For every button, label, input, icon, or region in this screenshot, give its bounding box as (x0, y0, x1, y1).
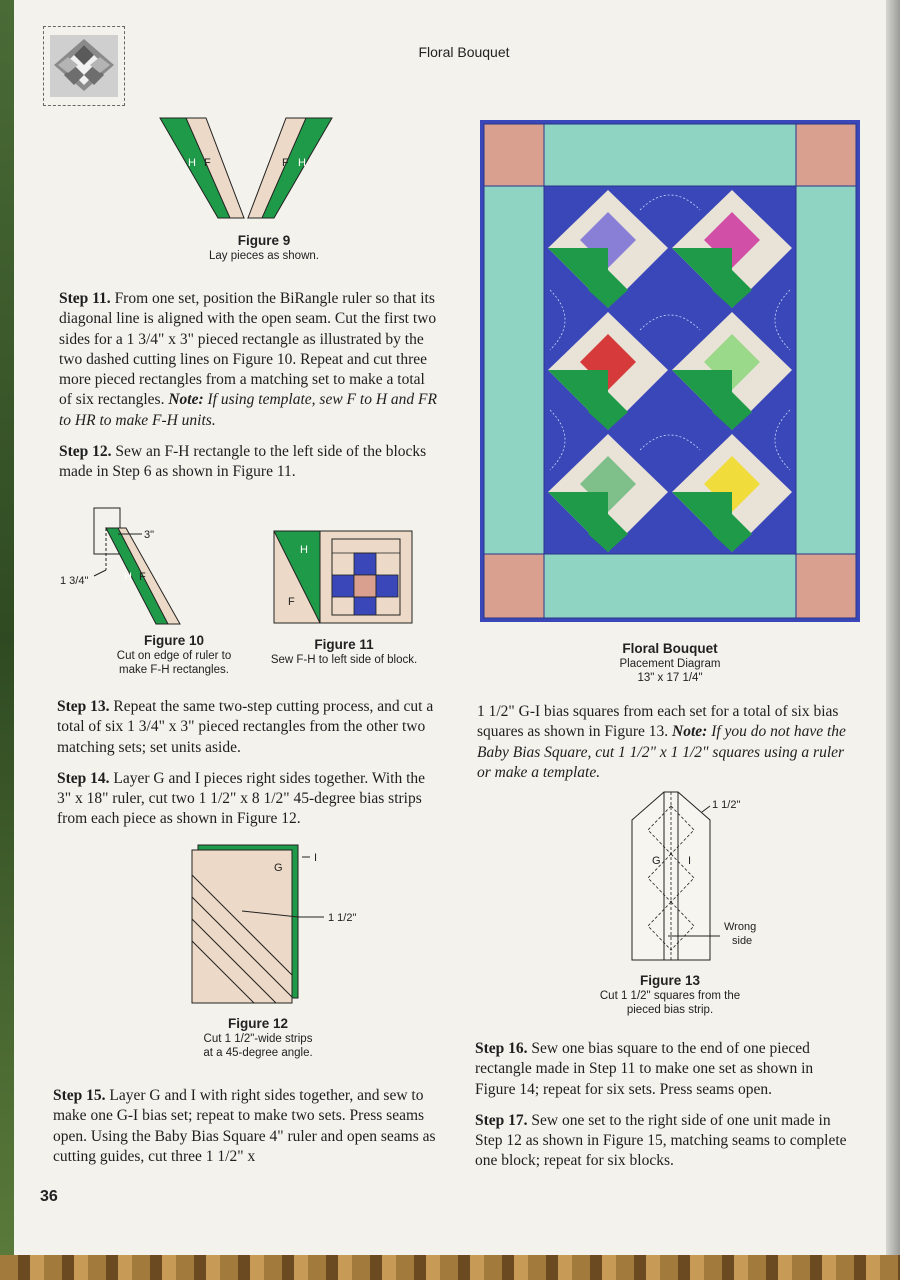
figure-13-diagram (628, 790, 778, 960)
quilt-logo-icon (44, 27, 124, 105)
step-15-paragraph: Step 15. Layer G and I with right sides together, and sew to make one G-I bias set; repeat to make two sets. Press seams open. Using the Baby Bias Square 4" ruler and open seams as cutting guides, cut three 1 1/2" x (53, 1087, 436, 1165)
figure-12-caption (178, 1015, 338, 1060)
text-block-step13-14 (57, 697, 439, 841)
fig11-label-h: H (300, 544, 308, 556)
fig9-label-f1: F (204, 157, 211, 169)
placement-diagram (480, 120, 860, 622)
fig9-label-h2: H (298, 157, 306, 169)
step-16-paragraph: Step 16. Sew one bias square to the end of one pieced rectangle made in Step 11 to make one set as shown in Figure 14; repeat for six sets. Press seams open. (475, 1040, 814, 1098)
step-11-paragraph: Step 11. From one set, position the BiRangle ruler so that its diagonal line is aligned with the open seam. Cut the first two sides for a 1 3/4" x 3" pieced rectangle as illustrated by the two dashed cutting lines on Figure 10. Repeat and cut three more pieced rectangles from a matching set to make a total of six rectangles. Note: If using template, sew F to H and FR to HR to make F-H units. (59, 290, 437, 429)
figure-10-diagram (60, 506, 190, 631)
figure-9-text: Lay pieces as shown. (209, 250, 319, 262)
figure-11-diagram (274, 531, 414, 625)
step-12-paragraph: Step 12. Sew an F-H rectangle to the left side of the blocks made in Step 6 as shown in Figure 11. (59, 443, 427, 481)
figure-12-text-line-1: Cut 1 1/2"-wide strips (203, 1033, 313, 1045)
step-14-paragraph: Step 14. Layer G and I pieces right sides together. With the 3" x 18" ruler, cut two 1 1/2" x 8 1/2" 45-degree bias strips from each piece as shown in Figure 12. (57, 769, 426, 828)
figure-13-caption (580, 972, 760, 1017)
fig12-label-g: G (274, 862, 283, 874)
fig9-label-f2: F (282, 157, 289, 169)
figure-13-title: Figure 13 (639, 973, 701, 988)
background-right-edge (886, 0, 900, 1280)
text-block-step16-17 (475, 1039, 857, 1183)
text-block-step15-cont (477, 702, 857, 794)
fig11-label-f: F (288, 596, 295, 608)
fig13-wrong-line-1: Wrong (724, 921, 757, 933)
running-header: Floral Bouquet (418, 44, 510, 60)
figure-11-caption (258, 636, 430, 667)
figure-9-diagram (160, 116, 360, 226)
figure-13-text-line-1: Cut 1 1/2" squares from the (599, 990, 741, 1002)
figure-11-text: Sew F-H to left side of block. (270, 654, 418, 666)
figure-12-title: Figure 12 (227, 1016, 289, 1031)
fig13-dim: 1 1/2" (712, 799, 741, 811)
fig10-label-f: F (139, 571, 146, 583)
figure-10-caption (104, 632, 244, 677)
figure-12-diagram (192, 845, 372, 1005)
placement-subtitle: Placement Diagram (619, 658, 721, 670)
background-left-edge (0, 0, 14, 1280)
step-17-paragraph: Step 17. Sew one set to the right side of one unit made in Step 12 as shown in Figure 15, matching seams to complete one block; repeat for six blocks. (475, 1111, 847, 1170)
fig13-label-g: G (652, 855, 661, 867)
fig13-wrong-line-2: side (732, 935, 753, 947)
placement-title: Floral Bouquet (622, 641, 718, 656)
figure-9-title: Figure 9 (237, 233, 291, 248)
figure-13-text-line-2: pieced bias strip. (626, 1004, 714, 1016)
placement-caption (580, 640, 760, 685)
page-number: 36 (40, 1188, 58, 1205)
fig10-dim-top: 3" (144, 529, 155, 541)
text-block-step15 (53, 1086, 437, 1178)
text-block-step11-12 (59, 289, 439, 494)
fig10-label-h: H (124, 571, 132, 583)
fig12-label-i: I (314, 852, 318, 864)
step-15-continuation: 1 1/2" G-I bias squares from each set for a total of six bias squares as shown in Figure 13. Note: If you do not have the Baby Bias Square, cut 1 1/2" x 1 1/2" squares using a ruler or make a template. (477, 703, 846, 781)
figure-10-title: Figure 10 (143, 633, 205, 648)
figure-11-title: Figure 11 (314, 637, 374, 652)
figure-9-caption (164, 232, 364, 263)
book-page (14, 0, 886, 1255)
background-bottom-edge (0, 1255, 900, 1280)
fig13-label-i: I (688, 855, 692, 867)
step-13-paragraph: Step 13. Repeat the same two-step cutting process, and cut a total of six 1 3/4" x 3" pieced rectangles from the other two matching sets; set units aside. (57, 698, 434, 756)
fig9-label-h1: H (188, 157, 196, 169)
figure-10-text-line-1: Cut on edge of ruler to (116, 650, 232, 662)
figure-10-text-line-2: make F-H rectangles. (119, 664, 229, 676)
quilt-logo (43, 26, 125, 106)
fig12-dim: 1 1/2" (328, 912, 357, 924)
placement-size: 13" x 17 1/4" (637, 672, 703, 684)
figure-12-text-line-2: at a 45-degree angle. (203, 1047, 313, 1059)
fig10-dim-left: 1 3/4" (60, 575, 89, 587)
